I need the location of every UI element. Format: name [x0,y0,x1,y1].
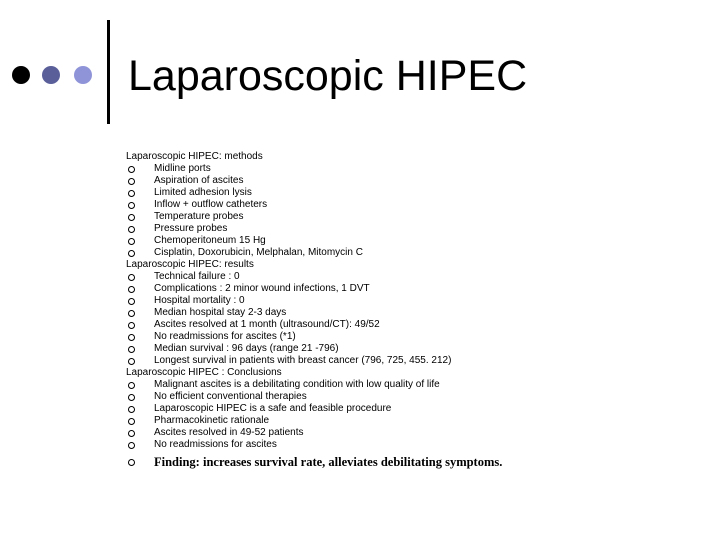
hollow-circle-bullet-icon [128,439,135,451]
hollow-circle-bullet-icon [128,307,135,319]
section-heading: Laparoscopic HIPEC: methods [126,151,263,162]
hollow-circle-bullet-icon [128,343,135,355]
list-item-text: Inflow + outflow catheters [154,199,268,210]
list-item-text: Midline ports [154,163,211,174]
hollow-circle-bullet-icon [128,211,135,223]
hollow-circle-bullet-icon [128,187,135,199]
list-item [126,247,706,259]
list-item [126,415,706,427]
list-item [126,403,706,415]
hollow-circle-bullet-icon [128,235,135,247]
list-item [126,223,706,235]
list-item [126,211,706,223]
list-item-text: Hospital mortality : 0 [154,295,245,306]
dot-black [12,66,30,84]
list-item [126,307,706,319]
hollow-circle-bullet-icon [128,379,135,391]
list-item-text: Ascites resolved in 49-52 patients [154,427,304,438]
hollow-circle-bullet-icon [128,163,135,175]
decorative-dots [12,66,102,84]
hollow-circle-bullet-icon [128,403,135,415]
list-item-text: Aspiration of ascites [154,175,244,186]
list-item [126,331,706,343]
list-item [126,319,706,331]
list-item-text: Ascites resolved at 1 month (ultrasound/CT): 49/52 [154,319,380,330]
list-item-text: Longest survival in patients with breast cancer (796, 725, 455. 212) [154,355,452,366]
finding-item [126,453,706,471]
list-item [126,187,706,199]
list-item-text: No readmissions for ascites (*1) [154,331,296,342]
list-item [126,391,706,403]
list-item-text: Median survival : 96 days (range 21 -796) [154,343,339,354]
hollow-circle-bullet-icon [128,427,135,439]
dot-slate [42,66,60,84]
hollow-circle-bullet-icon [128,283,135,295]
list-item-text: Complications : 2 minor wound infections, 1 DVT [154,283,370,294]
list-item [126,283,706,295]
hollow-circle-bullet-icon [128,415,135,427]
list-item [126,271,706,283]
hollow-circle-bullet-icon [128,355,135,367]
finding-text: Finding: increases survival rate, alleviates debilitating symptoms. [154,455,503,469]
list-item-text: No efficient conventional therapies [154,391,307,402]
dot-lavender [74,66,92,84]
list-item [126,235,706,247]
hollow-circle-bullet-icon [128,247,135,259]
hollow-circle-bullet-icon [128,223,135,235]
hollow-circle-bullet-icon [128,391,135,403]
hollow-circle-bullet-icon [128,175,135,187]
list-item-text: Cisplatin, Doxorubicin, Melphalan, Mitomycin C [154,247,363,258]
list-item [126,379,706,391]
list-item [126,199,706,211]
list-item [126,355,706,367]
section-heading: Laparoscopic HIPEC: results [126,259,254,270]
list-item-text: Chemoperitoneum 15 Hg [154,235,266,246]
list-item [126,427,706,439]
list-item-text: Laparoscopic HIPEC is a safe and feasible procedure [154,403,392,414]
hollow-circle-bullet-icon [128,331,135,343]
title-divider-line [107,20,110,124]
hollow-circle-bullet-icon [128,199,135,211]
list-item-text: Median hospital stay 2-3 days [154,307,287,318]
list-item-text: Pressure probes [154,223,228,234]
list-item-text: Temperature probes [154,211,244,222]
list-item-text: Limited adhesion lysis [154,187,252,198]
slide-title: Laparoscopic HIPEC [128,52,528,100]
list-item-text: Pharmacokinetic rationale [154,415,270,426]
list-item [126,175,706,187]
list-item [126,343,706,355]
hollow-circle-bullet-icon [128,453,135,471]
hollow-circle-bullet-icon [128,295,135,307]
hollow-circle-bullet-icon [128,271,135,283]
list-item-text: Malignant ascites is a debilitating condition with low quality of life [154,379,440,390]
section-heading: Laparoscopic HIPEC : Conclusions [126,367,282,378]
list-item-text: No readmissions for ascites [154,439,277,450]
slide-body [126,151,706,471]
hollow-circle-bullet-icon [128,319,135,331]
list-item [126,439,706,451]
list-item-text: Technical failure : 0 [154,271,240,282]
list-item [126,163,706,175]
list-item [126,295,706,307]
